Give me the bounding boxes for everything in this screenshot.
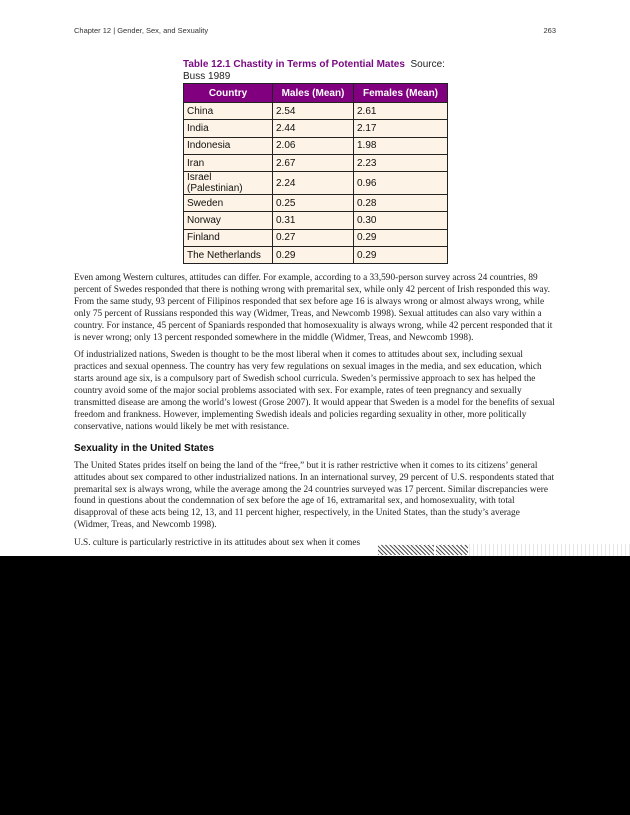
table-row xyxy=(184,172,448,195)
males-cell: 2.06 xyxy=(273,137,354,154)
females-cell: 0.30 xyxy=(354,212,448,229)
males-cell: 2.24 xyxy=(273,172,354,195)
country-cell: China xyxy=(184,103,273,120)
females-cell: 0.29 xyxy=(354,229,448,246)
females-cell: 0.29 xyxy=(354,247,448,264)
table-row xyxy=(184,137,448,154)
country-cell: Israel (Palestinian) xyxy=(184,172,273,195)
females-cell: 2.61 xyxy=(354,103,448,120)
country-cell: Sweden xyxy=(184,195,273,212)
table-source: Source: Buss 1989 xyxy=(183,59,445,82)
females-cell: 0.96 xyxy=(354,172,448,195)
table-row xyxy=(184,195,448,212)
males-cell: 0.27 xyxy=(273,229,354,246)
males-cell: 0.29 xyxy=(273,247,354,264)
table-title: Table 12.1 Chastity in Terms of Potential Mates xyxy=(183,59,405,70)
females-cell: 0.28 xyxy=(354,195,448,212)
table-row xyxy=(184,154,448,171)
table-row xyxy=(184,247,448,264)
country-cell: Finland xyxy=(184,229,273,246)
running-header xyxy=(74,26,556,35)
table-caption xyxy=(183,59,448,83)
males-cell: 0.25 xyxy=(273,195,354,212)
paragraph: Of industrialized nations, Sweden is thought to be the most liberal when it comes to attitudes about sex, including sexual practices and sexual openness. The country has very few regulations on sexual images in the media, and sex education, which starts around age six, is a compulsory part of Swedish school curricula. Sweden’s permissive approach to sex has helped the country avoid some of the major social problems associated with sex. For example, rates of teen pregnancy and sexually transmitted disease are among the world’s lowest (Grose 2007). It would appear that Sweden is a model for the benefits of sexual freedom and frankness. However, implementing Swedish ideals and policies regarding sexuality in other, more politically conservative, nations would likely be met with resistance. xyxy=(74,350,555,432)
males-cell: 0.31 xyxy=(273,212,354,229)
table-header-row xyxy=(184,84,448,103)
country-cell: India xyxy=(184,120,273,137)
males-cell: 2.44 xyxy=(273,120,354,137)
body-text xyxy=(74,273,556,556)
paragraph: Even among Western cultures, attitudes can differ. For example, according to a 33,590-person survey across 24 countries, 89 percent of Swedes responded that there is nothing wrong with premarital sex, while only 42 percent of Irish responded this way. From the same study, 93 percent of Filipinos responded that sex before age 16 is always wrong or almost always wrong, while only 75 percent of Russians responded this way (Widmer, Treas, and Newcomb 1998). Sexual attitudes can also vary within a country. For instance, 45 percent of Spaniards responded that homosexuality is always wrong, while 42 percent responded that it is never wrong; only 13 percent responded somewhere in the middle (Widmer, Treas, and Newcomb 1998). xyxy=(74,273,553,343)
country-cell: Indonesia xyxy=(184,137,273,154)
males-cell: 2.54 xyxy=(273,103,354,120)
females-cell: 2.23 xyxy=(354,154,448,171)
paragraph: U.S. culture is particularly restrictive in its attitudes about sex when it comes xyxy=(74,538,361,549)
page-number: 263 xyxy=(543,26,556,35)
render-artifact xyxy=(378,544,630,556)
paragraph: The United States prides itself on being the land of the “free,” but it is rather restrictive when it comes to its citizens’ general attitudes about sex compared to other industrialized nations. In an international survey, 29 percent of U.S. respondents stated that premarital sex is always wrong, while the average among the 24 countries surveyed was 17 percent. Similar discrepancies were found in questions about the condemnation of sex before the age of 16, extramarital sex, and homosexuality, with total disapproval of these acts being 12, 13, and 11 percent higher, respectively, in the United States, than the study’s average (Widmer, Treas, and Newcomb 1998). xyxy=(74,460,555,531)
table-row xyxy=(184,103,448,120)
column-header-males: Males (Mean) xyxy=(273,84,354,103)
table-row xyxy=(184,120,448,137)
females-cell: 2.17 xyxy=(354,120,448,137)
country-cell: Iran xyxy=(184,154,273,171)
section-heading: Sexuality in the United States xyxy=(74,442,215,454)
country-cell: The Netherlands xyxy=(184,247,273,264)
column-header-country: Country xyxy=(184,84,273,103)
chastity-table xyxy=(183,83,448,264)
column-header-females: Females (Mean) xyxy=(354,84,448,103)
females-cell: 1.98 xyxy=(354,137,448,154)
males-cell: 2.67 xyxy=(273,154,354,171)
country-cell: Norway xyxy=(184,212,273,229)
table-row xyxy=(184,212,448,229)
table-row xyxy=(184,229,448,246)
chapter-title: Chapter 12 | Gender, Sex, and Sexuality xyxy=(74,26,209,35)
